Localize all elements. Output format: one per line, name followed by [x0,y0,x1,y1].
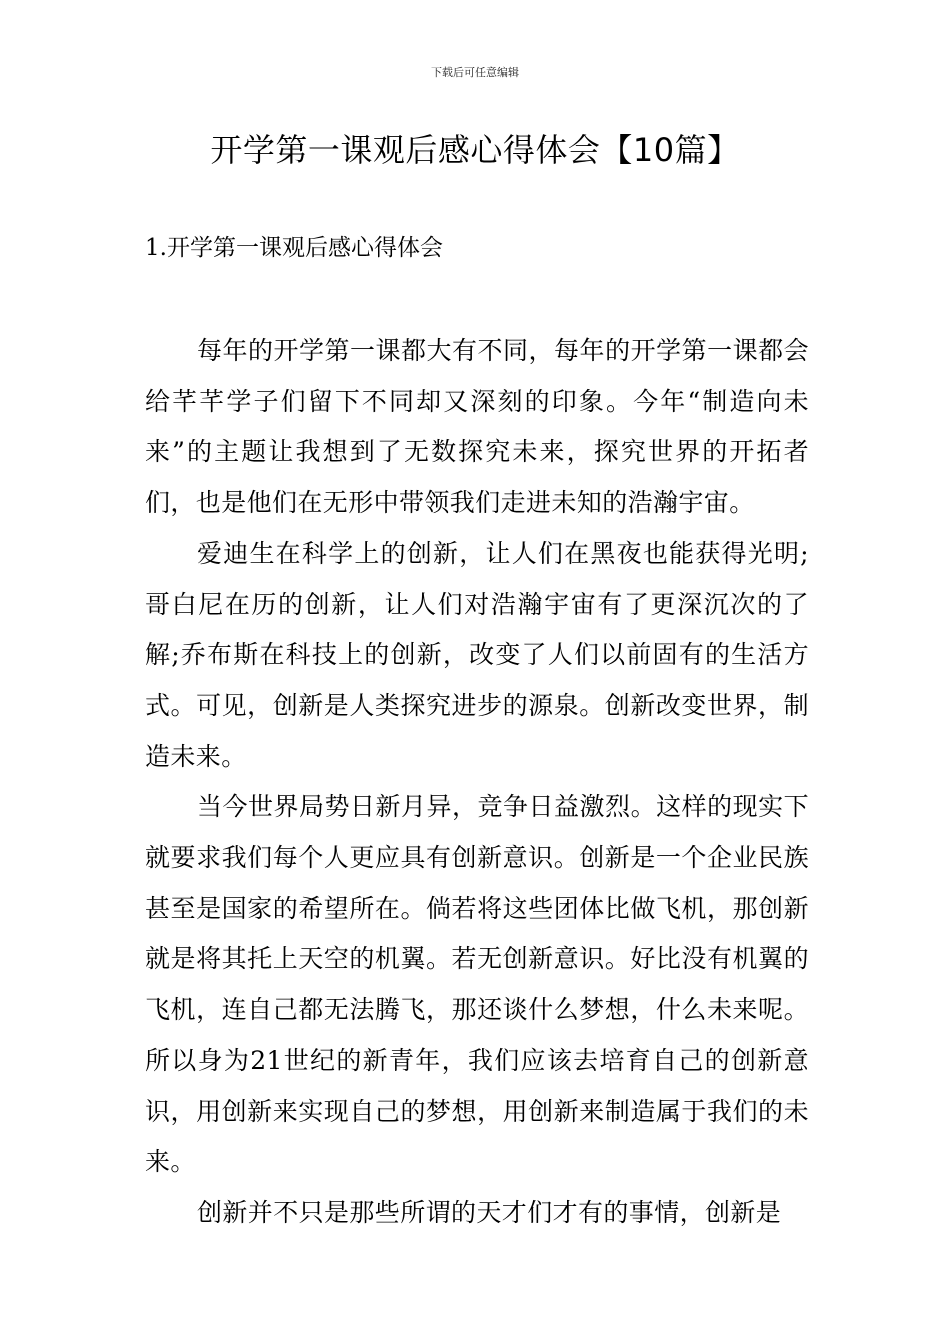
paragraph-3: 当今世界局势日新月异，竞争日益激烈。这样的现实下就要求我们每个人更应具有创新意识。创新是一个企业民族甚至是国家的希望所在。倘若将这些团体比做飞机，那创新就是将其托上天空的机翼。若无创新意识。好比没有机翼的飞机，连自己都无法腾飞，那还谈什么梦想，什么未来呢。所以身为21世纪的新青年，我们应该去培育自己的创新意识，用创新来实现自己的梦想，用创新来制造属于我们的未来。 [145,792,809,1177]
header-note: 下载后可任意编辑 [431,66,519,79]
section-heading: 1.开学第一课观后感心得体会 [145,235,443,261]
paragraph-1: 每年的开学第一课都大有不同，每年的开学第一课都会给芊芊学子们留下不同却又深刻的印象。今年“制造向未来”的主题让我想到了无数探究未来，探究世界的开拓者们，也是他们在无形中带领我们走进未知的浩瀚宇宙。 [145,336,809,518]
document-title: 开学第一课观后感心得体会【10篇】 [210,131,740,169]
paragraph-4: 创新并不只是那些所谓的天才们才有的事情，创新是 [197,1197,782,1227]
paragraph-2: 爱迪生在科学上的创新，让人们在黑夜也能获得光明;哥白尼在历的创新，让人们对浩瀚宇宙有了更深沉次的了解;乔布斯在科技上的创新，改变了人们以前固有的生活方式。可见，创新是人类探究进步的源泉。创新改变世界，制造未来。 [145,538,809,771]
body-text [145,326,809,1239]
